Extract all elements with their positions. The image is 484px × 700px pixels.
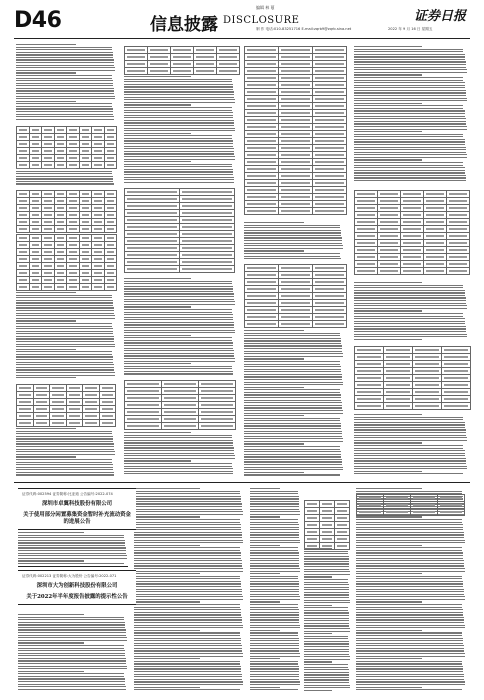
text-column xyxy=(18,532,128,566)
data-table xyxy=(16,384,116,427)
text-column xyxy=(16,428,116,478)
text-column xyxy=(16,292,116,382)
data-table xyxy=(244,264,347,328)
section-title: 信息披露 xyxy=(150,15,218,35)
stock-line: 证券代码:002213 证券简称:大为股份 公告编号:2022-071 xyxy=(22,574,117,578)
text-column xyxy=(124,432,236,478)
text-column xyxy=(354,414,468,478)
newspaper-logo: 证券日报 xyxy=(413,9,466,24)
editor-line: 编辑 林 蔓 xyxy=(256,5,275,10)
announcement-title: 关于2022年半年度报告披露的提示性公告 xyxy=(26,594,128,600)
text-column xyxy=(244,330,344,480)
data-table xyxy=(124,188,235,273)
announcement-divider xyxy=(18,566,128,567)
data-table xyxy=(304,500,350,550)
text-column xyxy=(354,46,468,186)
text-column xyxy=(16,168,116,188)
text-column xyxy=(124,76,236,186)
announcement-2 xyxy=(18,570,136,605)
text-column xyxy=(244,222,344,262)
section-subtitle: DISCLOSURE xyxy=(223,15,300,26)
company-name: 深圳市大为创新科技股份有限公司 xyxy=(36,583,118,589)
data-table xyxy=(16,234,117,291)
stock-line: 证券代码:002594 证券简称:比亚迪 公告编号:2022-074 xyxy=(22,492,113,496)
text-column xyxy=(354,282,468,342)
text-column xyxy=(250,488,300,694)
text-column xyxy=(16,44,116,124)
contact-line: 制 作 电话:010-83251716 E-mail:zqrb9@zqrb.sina.net xyxy=(256,27,352,31)
data-table xyxy=(124,380,236,430)
page-number: D46 xyxy=(14,8,62,33)
section-divider xyxy=(14,482,470,483)
header-rule xyxy=(14,38,470,39)
data-table xyxy=(354,346,471,410)
data-table xyxy=(244,46,347,215)
announcement-1 xyxy=(18,488,136,530)
issue-date: 2022 年 9 月 16 日 星期五 xyxy=(388,27,433,31)
text-column xyxy=(304,548,350,694)
text-column xyxy=(356,488,466,694)
data-table xyxy=(354,190,470,275)
data-table xyxy=(16,190,117,233)
data-table xyxy=(16,126,117,169)
text-column xyxy=(124,278,236,378)
text-column xyxy=(134,488,244,694)
text-column xyxy=(18,614,128,694)
data-table xyxy=(356,494,465,516)
announcement-title: 关于使用部分闲置募集资金暂时补充流动资金的进展公告 xyxy=(23,512,131,525)
data-table xyxy=(124,46,240,75)
company-name: 深圳市卓翼科技股份有限公司 xyxy=(41,501,113,507)
